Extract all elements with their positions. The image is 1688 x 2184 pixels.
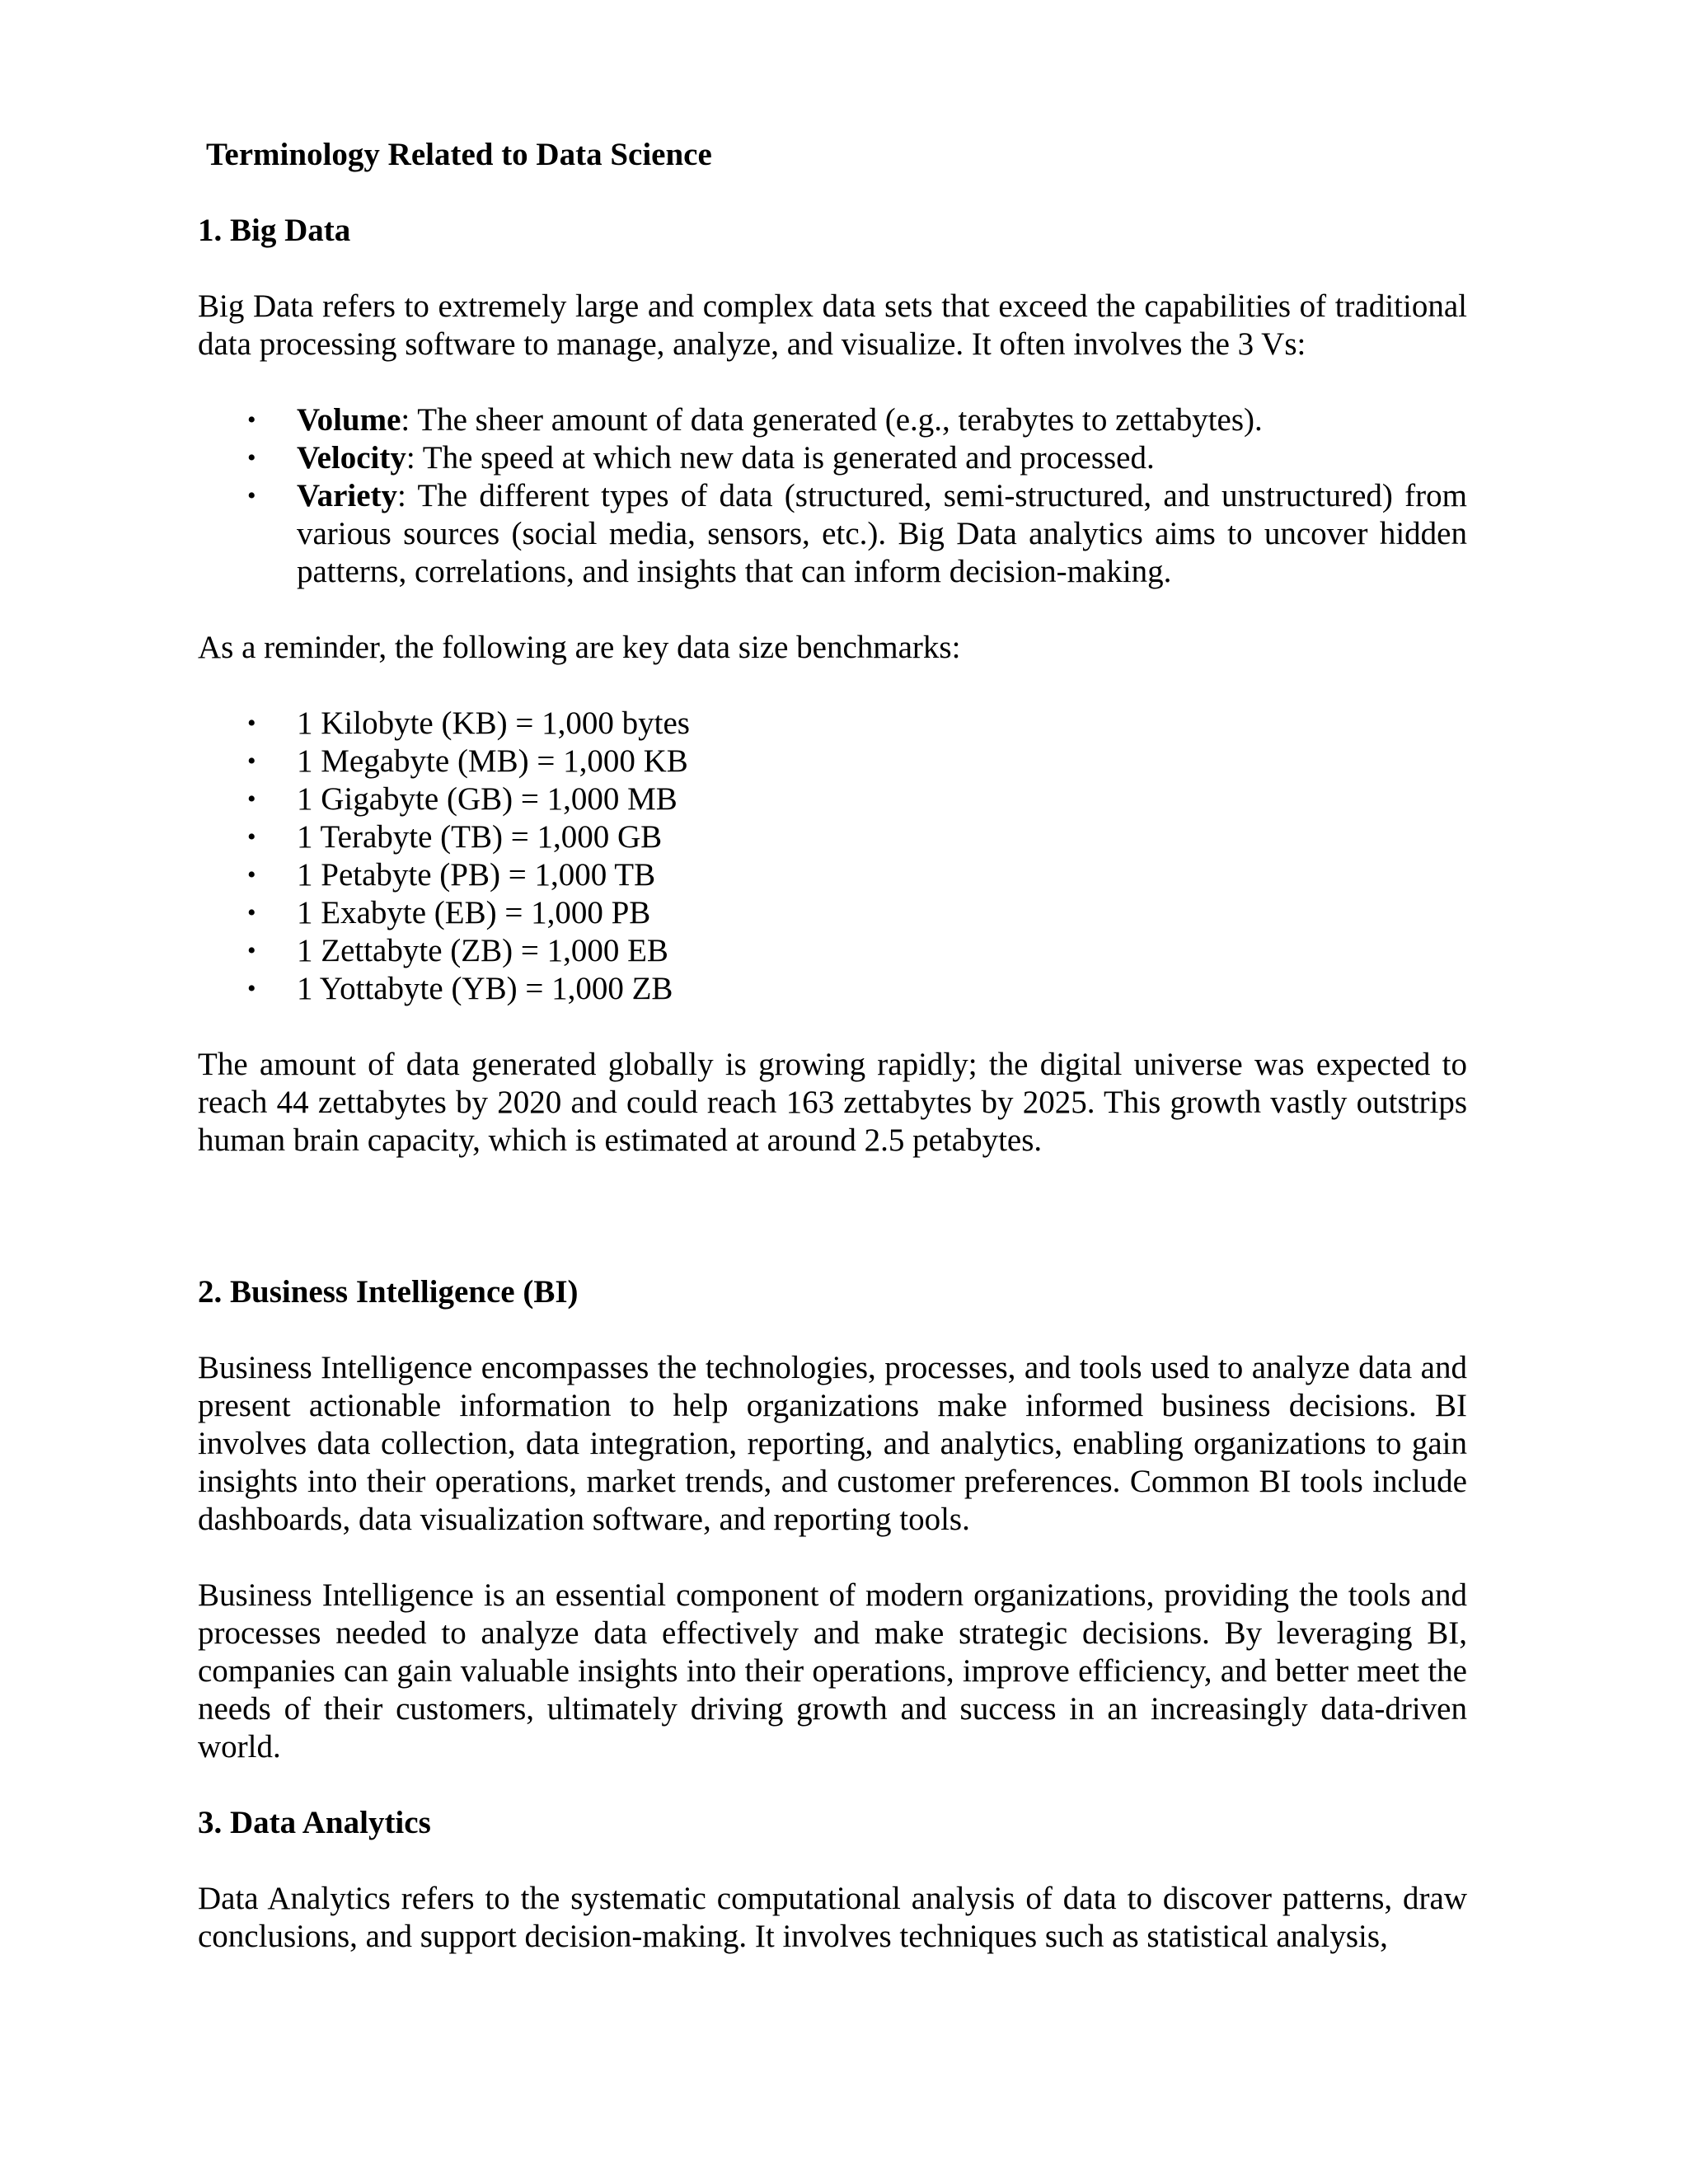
bi-paragraph-1: Business Intelligence encompasses the technologies, processes, and tools used to analyze data and present actionable information to help organizations make informed business decisions. BI involves data collection, data integration, reporting, and analytics, enabling organizations to gain insights into their operations, market trends, and customer preferences. Common BI tools include dashboards, data visualization software, and reporting tools. <box>198 1350 1467 1537</box>
benchmark-exabyte: 1 Exabyte (EB) = 1,000 PB <box>297 895 651 930</box>
bullet-icon: • <box>247 482 256 509</box>
bullet-icon: • <box>247 710 256 737</box>
benchmark-kilobyte: 1 Kilobyte (KB) = 1,000 bytes <box>297 705 690 741</box>
big-data-intro: Big Data refers to extremely large and complex data sets that exceed the capabilities of traditional data processing software to manage, analyze, and visualize. It often involves the 3 Vs: <box>198 288 1467 362</box>
list-item-volume <box>198 401 1467 439</box>
benchmark-zettabyte: 1 Zettabyte (ZB) = 1,000 EB <box>297 933 668 968</box>
bullet-icon: • <box>247 975 256 1002</box>
section-heading-data-analytics: 3. Data Analytics <box>198 1805 431 1840</box>
bi-paragraph-2: Business Intelligence is an essential component of modern organizations, providing the tools and processes needed to analyze data effectively and make strategic decisions. By leveraging BI, companies can gain valuable insights into their operations, improve efficiency, and better meet the needs of their customers, ultimately driving growth and success in an increasingly data-driven world. <box>198 1577 1467 1765</box>
benchmark-yottabyte: 1 Yottabyte (YB) = 1,000 ZB <box>297 971 673 1006</box>
document-title: Terminology Related to Data Science <box>206 137 712 172</box>
list-item <box>198 856 1467 894</box>
list-item <box>198 894 1467 932</box>
list-item <box>198 970 1467 1008</box>
bullet-icon: • <box>247 823 256 851</box>
bullet-icon: • <box>247 899 256 926</box>
data-analytics-paragraph: Data Analytics refers to the systematic computational analysis of data to discover patterns, draw conclusions, and support decision-making. It involves techniques such as statistical analysis, <box>198 1881 1467 1954</box>
bullet-icon: • <box>247 785 256 813</box>
list-item-velocity <box>198 439 1467 477</box>
velocity-text: : The speed at which new data is generated and processed. <box>406 440 1155 476</box>
list-item <box>198 705 1467 743</box>
list-item-variety <box>198 477 1467 591</box>
benchmarks-intro: As a reminder, the following are key data size benchmarks: <box>198 630 961 665</box>
term-variety: Variety <box>297 478 398 513</box>
document-page <box>198 136 1467 1956</box>
benchmark-petabyte: 1 Petabyte (PB) = 1,000 TB <box>297 857 656 893</box>
benchmark-megabyte: 1 Megabyte (MB) = 1,000 KB <box>297 743 688 779</box>
section-heading-business-intelligence: 2. Business Intelligence (BI) <box>198 1274 579 1310</box>
list-item <box>198 932 1467 970</box>
section-heading-big-data: 1. Big Data <box>198 213 351 248</box>
benchmark-terabyte: 1 Terabyte (TB) = 1,000 GB <box>297 819 663 855</box>
term-volume: Volume <box>297 402 401 438</box>
bullet-icon: • <box>247 861 256 888</box>
three-vs-list <box>198 401 1467 591</box>
list-item <box>198 743 1467 780</box>
volume-text: : The sheer amount of data generated (e.g., terabytes to zettabytes). <box>401 402 1263 438</box>
benchmark-gigabyte: 1 Gigabyte (GB) = 1,000 MB <box>297 781 678 817</box>
bullet-icon: • <box>247 444 256 471</box>
list-item <box>198 818 1467 856</box>
term-velocity: Velocity <box>297 440 406 476</box>
bullet-icon: • <box>247 406 256 434</box>
bullet-icon: • <box>247 748 256 775</box>
list-item <box>198 780 1467 818</box>
bullet-icon: • <box>247 937 256 964</box>
variety-text: : The different types of data (structured, semi-structured, and unstructured) from various sources (social media, sensors, etc.). Big Data analytics aims to uncover hidden patterns, correlations, and insights that can inform decision-making. <box>297 478 1467 589</box>
benchmarks-list <box>198 705 1467 1008</box>
big-data-closing: The amount of data generated globally is growing rapidly; the digital universe was expected to reach 44 zettabytes by 2020 and could reach 163 zettabytes by 2025. This growth vastly outstrips human brain capacity, which is estimated at around 2.5 petabytes. <box>198 1047 1467 1158</box>
